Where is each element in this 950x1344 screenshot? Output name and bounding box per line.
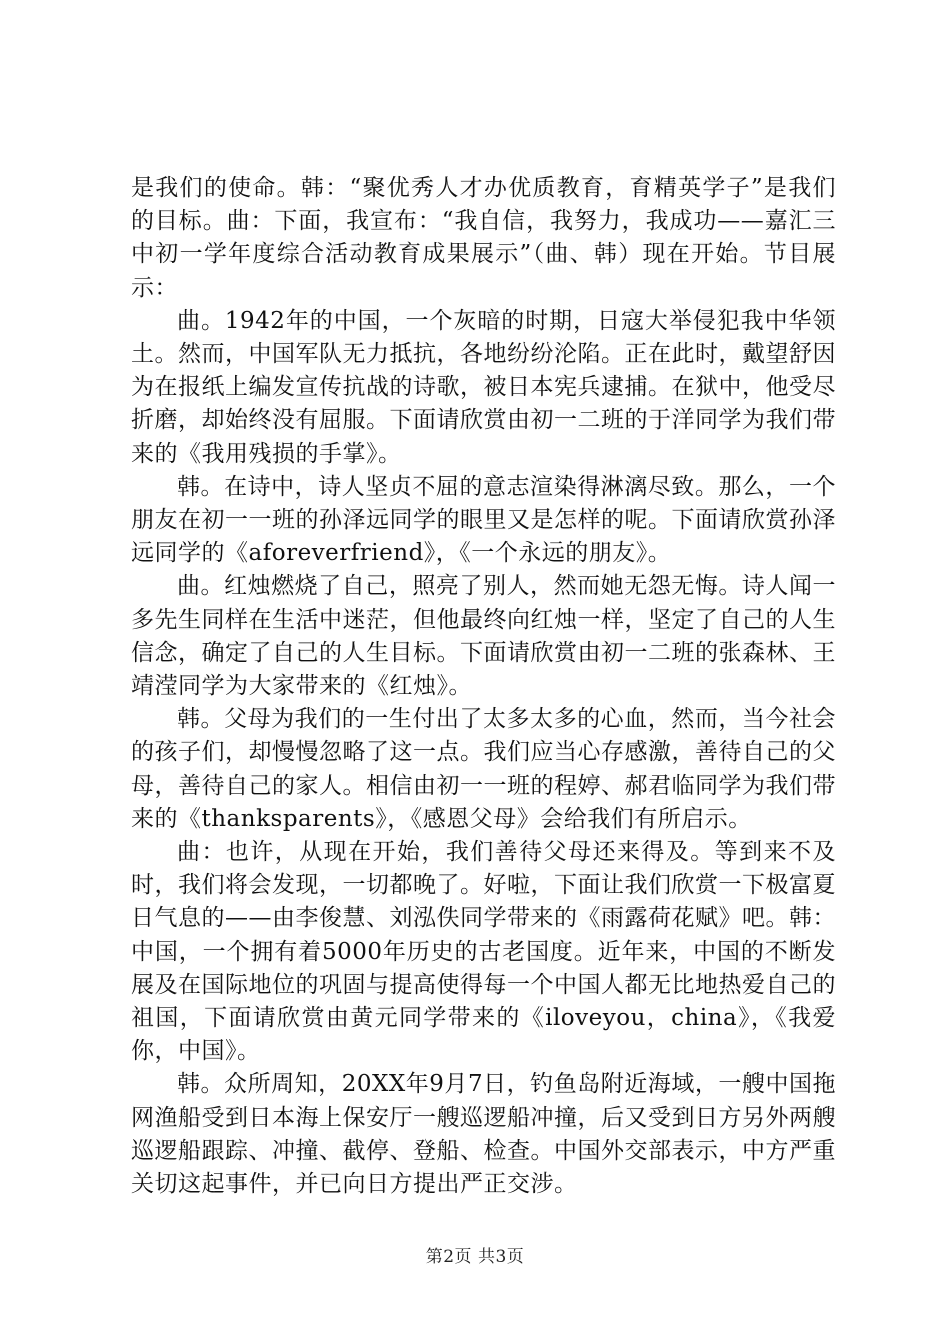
paragraph-continuation: 是我们的使命。韩：“聚优秀人才办优质教育，育精英学子”是我们的目标。曲：下面，我宣布：“我自信，我努力，我成功——嘉汇三中初一学年度综合活动教育成果展示”（曲、韩）现在开始。节目展示： [131,175,836,301]
document-body [131,172,836,1201]
paragraph: 韩。在诗中，诗人坚贞不屈的意志渲染得淋漓尽致。那么，一个朋友在初一一班的孙泽远同学的眼里又是怎样的呢。下面请欣赏孙泽远同学的《aforeverfriend》，《一个永远的朋友》。 [131,473,836,567]
paragraph: 曲。1942年的中国，一个灰暗的时期，日寇大举侵犯我中华领土。然而，中国军队无力抵抗，各地纷纷沦陷。正在此时，戴望舒因为在报纸上编发宣传抗战的诗歌，被日本宪兵逮捕。在狱中，他受尽折磨，却始终没有屈服。下面请欣赏由初一二班的于洋同学为我们带来的《我用残损的手掌》。 [131,307,836,467]
paragraph: 曲：也许，从现在开始，我们善待父母还来得及。等到来不及时，我们将会发现，一切都晚了。好啦，下面让我们欣赏一下极富夏日气息的——由李俊慧、刘泓佚同学带来的《雨露荷花赋》吧。韩：中国，一个拥有着5000年历史的古老国度。近年来，中国的不断发展及在国际地位的巩固与提高使得每一个中国人都无比地热爱自己的祖国，下面请欣赏由黄元同学带来的《iloveyou，china》，《我爱你，中国》。 [131,839,836,1065]
paragraph: 韩。父母为我们的一生付出了太多太多的心血，然而，当今社会的孩子们，却慢慢忽略了这一点。我们应当心存感激，善待自己的父母，善待自己的家人。相信由初一一班的程婷、郝君临同学为我们带来的《thanksparents》，《感恩父母》会给我们有所启示。 [131,706,836,832]
page-number-footer: 第2页 共3页 [425,1247,525,1267]
paragraph: 曲。红烛燃烧了自己，照亮了别人，然而她无怨无悔。诗人闻一多先生同样在生活中迷茫，但他最终向红烛一样，坚定了自己的人生信念，确定了自己的人生目标。下面请欣赏由初一二班的张森林、王靖滢同学为大家带来的《红烛》。 [131,573,836,700]
paragraph: 韩。众所周知，20XX年9月7日，钓鱼岛附近海域，一艘中国拖网渔船受到日本海上保安厅一艘巡逻船冲撞，后又受到日方另外两艘巡逻船跟踪、冲撞、截停、登船、检查。中国外交部表示，中方严重关切这起事件，并已向日方提出严正交涉。 [131,1071,836,1198]
